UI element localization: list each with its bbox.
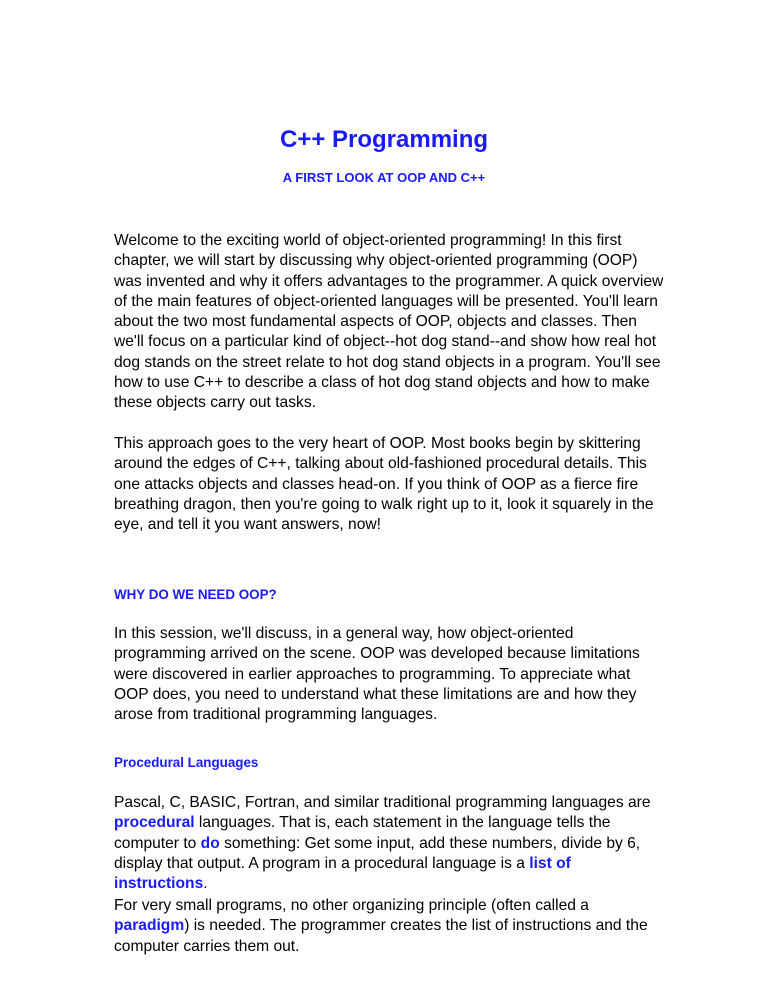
procedural-p1-text-4: . (203, 875, 208, 893)
keyword-paradigm: paradigm (114, 917, 185, 935)
document-title: C++ Programming (279, 126, 489, 153)
keyword-do: do (200, 834, 220, 852)
procedural-paragraph-1 (114, 793, 664, 894)
keyword-procedural: procedural (114, 814, 195, 832)
section-heading-why-oop: WHY DO WE NEED OOP? (114, 587, 277, 602)
procedural-p1-text-1: Pascal, C, BASIC, Fortran, and similar traditional programming languages are (114, 794, 651, 811)
keyword-list-of-instructions: list of instructions (114, 854, 571, 893)
procedural-paragraph-2 (114, 896, 664, 957)
intro-paragraph-2: This approach goes to the very heart of OOP. Most books begin by skittering around the edges of C++, talking about old-fashioned procedural details. This one attacks objects and classes head-on. If you think of OOP as a fierce fire breathing dragon, then you're going to walk right up to it, look it squarely in the eye, and tell it you want answers, now! (114, 435, 654, 534)
procedural-p1-text-3: something: Get some input, add these numbers, divide by 6, display that output. A program in a procedural language is a (114, 834, 641, 872)
section-paragraph-why-oop: In this session, we'll discuss, in a general way, how object-oriented programming arrived on the scene. OOP was developed because limitations were discovered in earlier approaches to programming. To appreciate what OOP does, you need to understand what these limitations are and how they arose from traditional programming languages. (114, 625, 640, 724)
subsection-heading-procedural: Procedural Languages (114, 755, 259, 770)
procedural-p2-text-1: For very small programs, no other organizing principle (often called a (114, 897, 589, 914)
intro-paragraph-1: Welcome to the exciting world of object-oriented programming! In this first chapter, we will start by discussing why object-oriented programming (OOP) was invented and why it offers advantages to the programmer. A quick overview of the main features of object-oriented languages will be presented. You'll learn about the two most fundamental aspects of OOP, objects and classes. Then we'll focus on a particular kind of object--hot dog stand--and show how real hot dog stands on the street relate to hot dog stand objects in a program. You'll see how to use C++ to describe a class of hot dog stand objects and how to make these objects carry out tasks. (114, 232, 664, 412)
document-subtitle: A FIRST LOOK AT OOP AND C++ (282, 170, 486, 185)
procedural-p1-text-2: languages. That is, each statement in the language tells the computer to (114, 814, 611, 852)
procedural-p2-text-2: ) is needed. The programmer creates the list of instructions and the computer carries them out. (114, 917, 648, 955)
